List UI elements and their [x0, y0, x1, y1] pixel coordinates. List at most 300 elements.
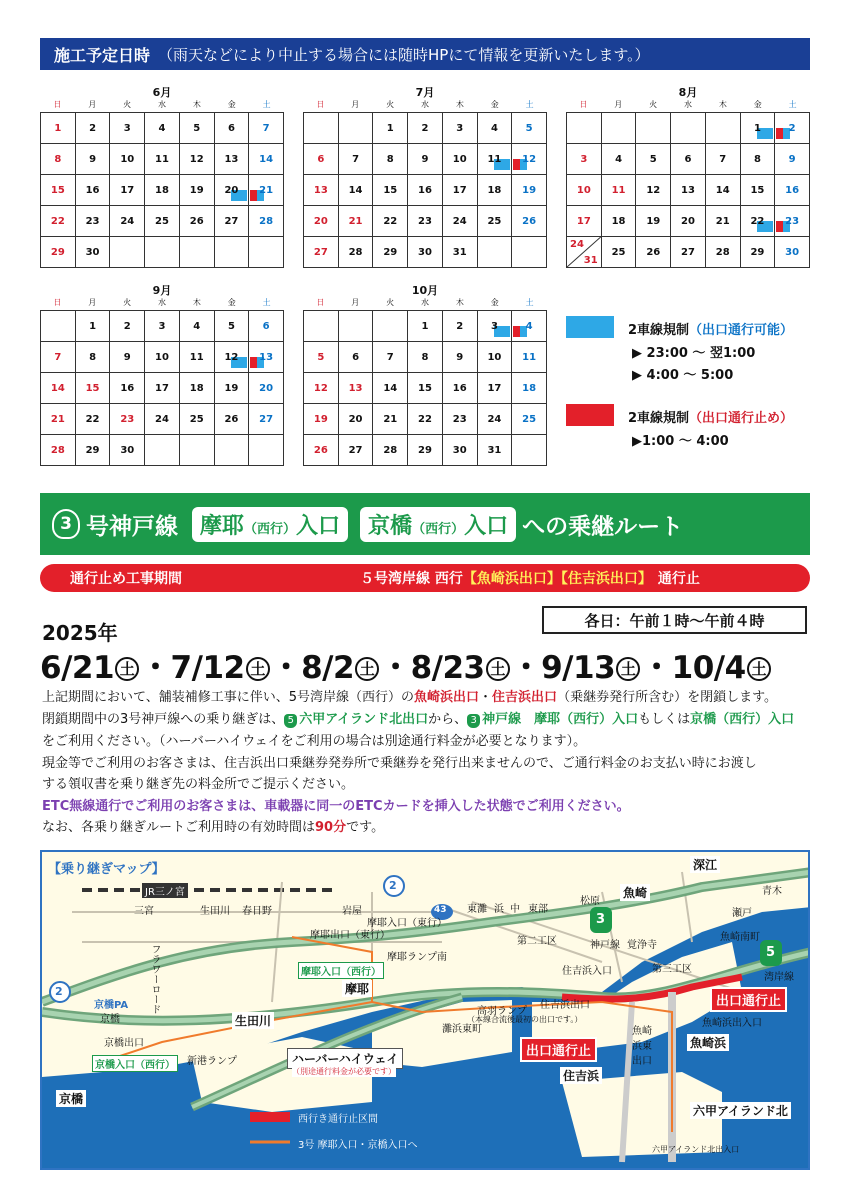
day-number: 12 [522, 153, 537, 165]
day-number: 4 [490, 122, 498, 134]
weekday-label: 金 [490, 298, 499, 307]
closure-date: 6/21 [40, 650, 115, 686]
calendar-day [304, 237, 339, 268]
closure-date: 8/23 [410, 650, 485, 686]
day-number: 13 [259, 351, 274, 363]
calendar-day [110, 342, 145, 373]
map-legend-arrow-label: 3号 摩耶入口・京橋入口へ [298, 1140, 418, 1151]
day-number: 4 [525, 320, 533, 332]
calendar-day [512, 342, 547, 373]
day-number: 6 [227, 122, 235, 134]
calendar-day [215, 144, 250, 175]
calendar-day [215, 175, 250, 206]
calendar-day [602, 113, 637, 144]
calendar-day [775, 113, 810, 144]
day-number: 17 [487, 382, 502, 394]
day-number: 23 [120, 413, 135, 425]
day-number: 3 [123, 122, 131, 134]
map-label-nada-hama: 灘浜東町 [442, 1024, 482, 1035]
day-number: 2 [788, 122, 796, 134]
day-number: 21 [259, 184, 274, 196]
day-number: 4 [193, 320, 201, 332]
calendar-day [339, 175, 374, 206]
map-label-maya-ramp-s: 摩耶ランプ南 [387, 952, 447, 963]
map-label-uozaki-minami: 魚崎南町 [720, 932, 760, 943]
weekday-label: 火 [123, 100, 132, 109]
day-number: 23 [785, 215, 800, 227]
calendar-day [602, 237, 637, 268]
date-separator: ・ [270, 650, 302, 686]
map-label-sannomiya: 三宮 [134, 906, 154, 917]
day-number: 29 [418, 444, 432, 456]
calendar-day [304, 373, 339, 404]
banner-suffix: への乗継ルート [522, 513, 684, 540]
calendar-day [76, 113, 111, 144]
weekday-circle: 土 [246, 657, 270, 681]
day-number: 28 [259, 215, 274, 227]
day-number: 6 [352, 351, 360, 363]
calendar-day [512, 175, 547, 206]
calendar-day [567, 113, 602, 144]
day-number: 18 [487, 184, 502, 196]
closure-date: 7/12 [170, 650, 245, 686]
day-number: 11 [611, 184, 626, 196]
day-number: 22 [750, 215, 765, 227]
day-number: 26 [224, 413, 239, 425]
weekday-label: 月 [614, 100, 623, 109]
calendar-day [602, 175, 637, 206]
day-number: 7 [54, 351, 62, 363]
day-number: 29 [750, 246, 765, 258]
calendar-day [41, 175, 76, 206]
day-number: 3 [580, 153, 588, 165]
day-number: 6 [262, 320, 270, 332]
calendar-day [110, 311, 145, 342]
calendar-day [76, 237, 111, 268]
calendar-day [339, 206, 374, 237]
calendar-day [478, 206, 513, 237]
day-number: 5 [227, 320, 235, 332]
day-number: 5 [525, 122, 533, 134]
map-label-kaku: 覚浄寺 [627, 940, 657, 951]
legend-red-title: 2車線規制（出口通行止め） [628, 411, 794, 426]
calendar-day [512, 206, 547, 237]
map-exit-closed-sumiyoshi: 出口通行止 [520, 1037, 597, 1062]
para-5: する領収書を乗り継ぎ先の料金所でご提示ください。 [42, 777, 355, 792]
date-separator: ・ [380, 650, 411, 686]
calendar-month [303, 84, 547, 268]
weekday-row [40, 296, 284, 310]
calendar-day [110, 404, 145, 435]
day-number: 23 [85, 215, 100, 227]
day-number: 30 [418, 246, 432, 258]
day-number: 12 [646, 184, 661, 196]
closure-route: ５号湾岸線 西行 [360, 571, 463, 587]
weekday-label: 火 [649, 100, 658, 109]
day-number: 9 [123, 351, 131, 363]
day-number: 15 [50, 184, 65, 196]
map-label-uozakihama-ent: 魚崎浜出入口 [702, 1018, 762, 1029]
date-separator: ・ [510, 650, 542, 686]
closure-date: 8/2 [301, 650, 355, 686]
calendar-day [478, 144, 513, 175]
map-label-fukae: 深江 [690, 856, 720, 873]
day-number: 21 [348, 215, 363, 227]
map-label-daini: 第二工区 [517, 936, 557, 947]
map-label-maya: 摩耶 [342, 980, 372, 997]
calendar-day [215, 373, 250, 404]
calendar-day [180, 404, 215, 435]
day-number: 6 [684, 153, 692, 165]
year: 2025年 [42, 621, 118, 645]
day-number: 11 [522, 351, 537, 363]
map-label-uozaki-e-exit: 魚崎浜東出口 [632, 1026, 652, 1067]
calendar-grid [303, 112, 547, 268]
legend-cyan-time2: ▶ 4:00 ～ 5:00 [632, 368, 734, 383]
calendar-day [775, 175, 810, 206]
day-number: 4 [615, 153, 623, 165]
day-number: 17 [576, 215, 591, 227]
calendar-day [443, 175, 478, 206]
map-label-higashibu: 東部 [528, 904, 548, 915]
day-number: 29 [383, 246, 398, 258]
calendar-day [512, 113, 547, 144]
day-number: 20 [348, 413, 363, 425]
day-number: 13 [348, 382, 363, 394]
day-number: 16 [85, 184, 100, 196]
calendar-month-name: 6月 [152, 86, 172, 99]
map-label-kyobashi-pa: 京橋PA [94, 1000, 129, 1011]
calendar-day [408, 175, 443, 206]
calendar-month-name: 10月 [411, 284, 439, 297]
day-number: 20 [259, 382, 274, 394]
day-number: 27 [224, 215, 239, 227]
day-number: 25 [611, 246, 626, 258]
day-number: 9 [788, 153, 796, 165]
calendar-day [41, 113, 76, 144]
calendar-day [602, 144, 637, 175]
schedule-title: 施工予定日時 [54, 45, 151, 65]
weekday-label: 月 [88, 298, 97, 307]
weekday-label: 月 [88, 100, 97, 109]
day-number: 5 [317, 351, 325, 363]
day-number: 9 [456, 351, 464, 363]
calendar-day [512, 404, 547, 435]
day-number: 24 [452, 215, 467, 227]
calendar-day [636, 113, 671, 144]
day-number: 21 [715, 215, 730, 227]
day-number: 14 [259, 153, 274, 165]
calendar-day [76, 144, 111, 175]
calendar-day [741, 237, 776, 268]
map-label-rokko: 六甲アイランド北 [690, 1102, 791, 1119]
day-number: 30 [85, 246, 100, 258]
day-number: 20 [313, 215, 328, 227]
calendar-day [215, 113, 250, 144]
day-number: 22 [418, 413, 432, 425]
calendar-day [180, 342, 215, 373]
route43-badge-text: 43 [434, 905, 447, 915]
route5-icon: 5 [284, 714, 297, 728]
calendar-day [373, 237, 408, 268]
calendar-day [775, 144, 810, 175]
calendar-day [339, 435, 374, 466]
day-number: 28 [383, 444, 398, 456]
calendar-day [339, 237, 374, 268]
day-number: 10 [576, 184, 591, 196]
calendar-day [373, 311, 408, 342]
calendar-day [512, 311, 547, 342]
day-number: 7 [386, 351, 394, 363]
closure-dates [40, 642, 772, 687]
closure-bar [40, 564, 810, 592]
calendar-day [443, 113, 478, 144]
day-number: 19 [646, 215, 661, 227]
calendar-day [215, 206, 250, 237]
calendar-day [512, 373, 547, 404]
calendar-day [443, 404, 478, 435]
calendar-day [567, 144, 602, 175]
calendar-month-name: 7月 [415, 86, 435, 99]
calendar-day [304, 113, 339, 144]
calendar-day [145, 144, 180, 175]
para-etc: ETC無線通行でご利用のお客さまは、車載器に同一のETCカードを挿入した状態でご利用ください。 [42, 799, 630, 814]
day-number: 9 [421, 153, 429, 165]
calendar-day [215, 342, 250, 373]
calendar-day [304, 206, 339, 237]
day-number: 30 [452, 444, 467, 456]
calendar-day [373, 175, 408, 206]
calendar-day [249, 144, 284, 175]
weekday-circle: 土 [486, 657, 510, 681]
day-number: 3 [456, 122, 464, 134]
calendar-month [566, 84, 810, 268]
calendar-day [110, 144, 145, 175]
weekday-label: 金 [227, 298, 236, 307]
weekday-label: 火 [123, 298, 132, 307]
weekday-label: 水 [157, 298, 166, 307]
day-number: 27 [313, 246, 328, 258]
route3-small-icon: 3 [467, 714, 480, 728]
calendar-day [249, 175, 284, 206]
calendar-day [76, 435, 111, 466]
calendar-day [249, 206, 284, 237]
closure-tail: 通行止 [657, 571, 700, 587]
day-number: 25 [189, 413, 204, 425]
schedule-header [40, 38, 810, 70]
calendar-day [180, 206, 215, 237]
calendar-day [636, 144, 671, 175]
weekday-label: 木 [192, 298, 201, 307]
weekday-label: 土 [262, 298, 271, 307]
day-number: 17 [452, 184, 467, 196]
calendar-day [671, 237, 706, 268]
calendar-day [408, 311, 443, 342]
calendar-day [478, 373, 513, 404]
day-number: 16 [418, 184, 432, 196]
day-number: 25 [487, 215, 502, 227]
calendar-day [304, 404, 339, 435]
weekday-label: 日 [316, 298, 325, 307]
day-number: 25 [522, 413, 537, 425]
map-label-rokko-small: 六甲アイランド北出入口 [652, 1145, 740, 1154]
calendar-day [180, 311, 215, 342]
map-label-higashinada: 東灘 [467, 904, 487, 915]
weekday-label: 水 [420, 100, 429, 109]
weekday-row [40, 98, 284, 112]
day-number: 26 [522, 215, 537, 227]
weekday-circle: 土 [115, 657, 139, 681]
day-number: 18 [522, 382, 537, 394]
calendar-day [408, 404, 443, 435]
calendar-day [249, 342, 284, 373]
weekday-label: 日 [579, 100, 588, 109]
map-label-flower-road: フラワーロード [149, 944, 160, 1014]
calendar-day [512, 435, 547, 466]
route-name: 号神戸線 [86, 513, 178, 540]
day-number: 24 [120, 215, 135, 227]
day-number: 24 [487, 413, 502, 425]
calendar-day [443, 237, 478, 268]
day-number: 15 [418, 382, 432, 394]
day-number: 11 [487, 153, 502, 165]
calendar-day [110, 175, 145, 206]
day-number: 19 [313, 413, 328, 425]
day-number: 13 [313, 184, 328, 196]
map-label-kyobashi-exit: 京橋出口 [104, 1038, 144, 1049]
closure-date: 9/13 [541, 650, 616, 686]
calendar-day [408, 237, 443, 268]
day-number: 9 [89, 153, 97, 165]
calendar-day [478, 113, 513, 144]
calendar-day [443, 342, 478, 373]
map-label-takaba-note: （本線合流後最初の出口です。） [467, 1015, 583, 1024]
day-number: 14 [715, 184, 730, 196]
calendar-day [602, 206, 637, 237]
weekday-label: 水 [683, 100, 692, 109]
weekday-label: 日 [53, 100, 62, 109]
weekday-label: 金 [227, 100, 236, 109]
route3-badge-text: 3 [596, 912, 606, 927]
calendar-day [339, 404, 374, 435]
calendar-day [443, 373, 478, 404]
calendar-day [180, 237, 215, 268]
calendar-day [180, 435, 215, 466]
day-number: 25 [155, 215, 169, 227]
day-number: 2 [123, 320, 131, 332]
calendar-day [76, 175, 111, 206]
date-separator: ・ [140, 650, 171, 686]
calendar-day [215, 404, 250, 435]
calendar-day [249, 404, 284, 435]
legend-cyan-time1: ▶ 23:00 ～ 翌1:00 [632, 346, 756, 361]
calendar-day [408, 206, 443, 237]
calendar-day [671, 113, 706, 144]
calendar-day [741, 113, 776, 144]
weekday-label: 月 [351, 100, 360, 109]
route5-badge-text: 5 [766, 945, 776, 960]
calendar-day [478, 311, 513, 342]
calendar-day [304, 144, 339, 175]
day-number: 1 [421, 320, 429, 332]
calendar-day [304, 311, 339, 342]
day-number: 18 [155, 184, 169, 196]
calendar-day [373, 144, 408, 175]
calendar-month [40, 84, 284, 268]
day-number: 8 [753, 153, 761, 165]
day-number: 24 [570, 239, 584, 250]
calendar-day [180, 113, 215, 144]
day-number: 13 [224, 153, 239, 165]
route-banner [40, 493, 810, 555]
map-legend-red-swatch [250, 1112, 290, 1122]
weekday-label: 木 [455, 100, 464, 109]
map-label-harbor-note: （別途通行料金が必要です） [292, 1067, 396, 1076]
calendar-day [408, 373, 443, 404]
day-number: 27 [348, 444, 363, 456]
map-label-iwaya: 岩屋 [342, 906, 362, 917]
day-number: 15 [750, 184, 765, 196]
day-number: 23 [418, 215, 432, 227]
calendar-day [339, 373, 374, 404]
calendar-day [145, 404, 180, 435]
map-label-sumiyoshihama: 住吉浜 [560, 1067, 602, 1084]
day-number: 8 [89, 351, 97, 363]
maya-entrance-box: 摩耶（西行）入口 [192, 507, 348, 542]
calendar-day [41, 342, 76, 373]
weekday-label: 土 [525, 298, 534, 307]
calendar-day [249, 237, 284, 268]
day-number: 7 [262, 122, 270, 134]
calendar-day [478, 237, 513, 268]
calendar-day [373, 113, 408, 144]
calendar-day [706, 113, 741, 144]
day-number: 29 [50, 246, 65, 258]
calendar-day [180, 175, 215, 206]
weekday-circle: 土 [747, 657, 771, 681]
calendar-day [249, 373, 284, 404]
calendar-grid [303, 310, 547, 466]
day-number: 20 [224, 184, 239, 196]
calendar-day [373, 435, 408, 466]
calendar-day [706, 206, 741, 237]
calendar-day [478, 435, 513, 466]
calendar-grid [40, 310, 284, 466]
calendar-day [76, 373, 111, 404]
calendar-day [304, 342, 339, 373]
calendar-day [339, 342, 374, 373]
day-number: 2 [456, 320, 464, 332]
day-number: 4 [158, 122, 166, 134]
calendar-day [741, 206, 776, 237]
calendar-day [373, 342, 408, 373]
calendar-day [741, 175, 776, 206]
weekday-label: 土 [262, 100, 271, 109]
map-label-daisan: 第三工区 [652, 964, 692, 975]
weekday-label: 火 [386, 298, 395, 307]
calendar-day [145, 113, 180, 144]
calendar-day [671, 144, 706, 175]
weekday-row [303, 296, 547, 310]
day-number: 24 [155, 413, 169, 425]
calendar-day [443, 206, 478, 237]
weekday-label: 日 [316, 100, 325, 109]
map-label-takaba: 高羽ランプ [477, 1006, 527, 1017]
day-number: 1 [54, 122, 62, 134]
day-number: 8 [386, 153, 394, 165]
day-number: 10 [487, 351, 502, 363]
calendar-day [145, 311, 180, 342]
